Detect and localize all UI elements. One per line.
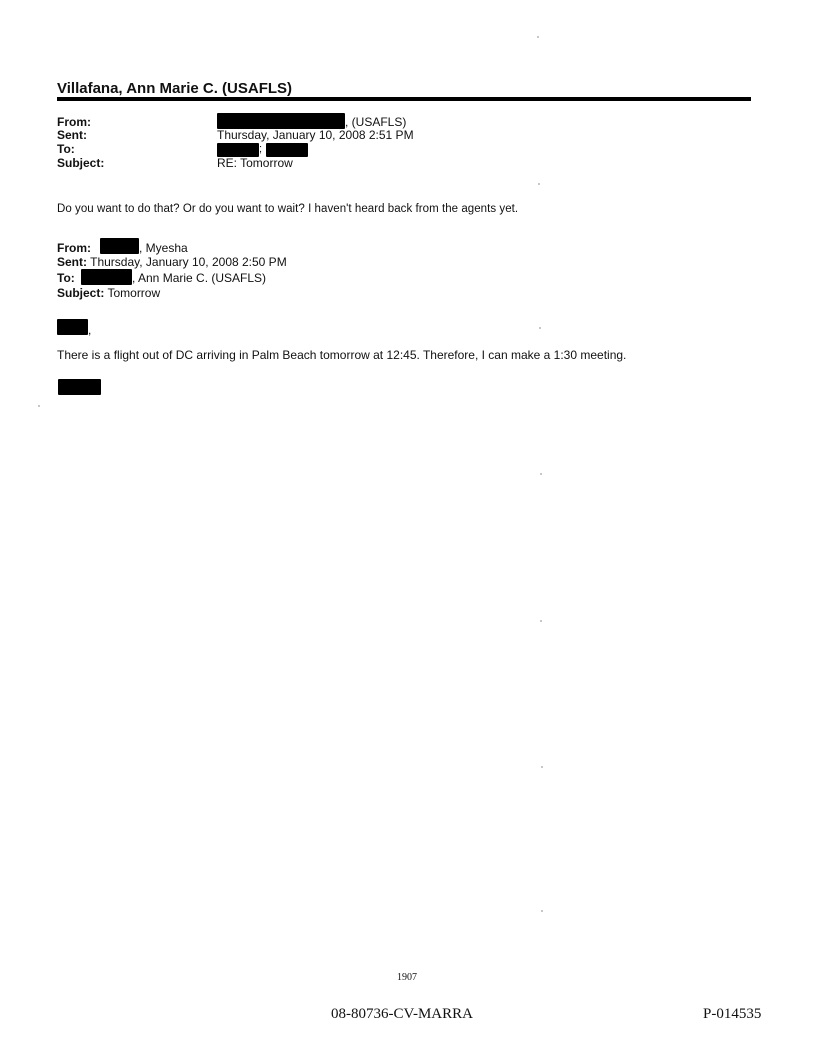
original-from-line — [57, 242, 91, 255]
scan-speck — [38, 405, 40, 407]
original-to-line — [57, 272, 75, 285]
original-from-suffix: , Myesha — [139, 241, 188, 255]
scan-speck — [540, 620, 542, 622]
sent-value: Thursday, January 10, 2008 2:51 PM — [217, 128, 414, 142]
scan-speck — [541, 766, 543, 768]
redaction-box — [81, 269, 132, 285]
original-sent-value: Thursday, January 10, 2008 2:50 PM — [90, 255, 287, 269]
redaction-box — [217, 143, 259, 157]
redaction-box — [217, 113, 345, 129]
reply-body-text: Do you want to do that? Or do you want to wait? I haven't heard back from the agents yet. — [57, 203, 519, 215]
subject-label: Subject: — [57, 156, 105, 170]
bates-number: P-014535 — [703, 1006, 762, 1022]
original-subject-line — [57, 287, 160, 300]
redaction-box — [100, 238, 139, 254]
scan-speck — [540, 473, 542, 475]
heading-divider — [57, 97, 751, 101]
scan-speck — [539, 327, 541, 329]
from-value-suffix: , (USAFLS) — [345, 115, 407, 129]
original-to-suffix: , Ann Marie C. (USAFLS) — [132, 271, 267, 285]
page-number: 1907 — [397, 972, 417, 983]
subject-value: RE: Tomorrow — [217, 156, 293, 170]
sent-label: Sent: — [57, 128, 87, 142]
original-body-text: There is a flight out of DC arriving in Palm Beach tomorrow at 12:45. Therefore, I can make a 1:30 meeting. — [57, 348, 627, 362]
from-label: From: — [57, 115, 91, 129]
original-subject-label: Subject: — [57, 286, 105, 300]
original-to-label: To: — [57, 271, 75, 285]
scan-speck — [537, 36, 539, 38]
scan-speck — [538, 183, 540, 185]
original-from-label: From: — [57, 241, 91, 255]
original-subject-value: Tomorrow — [107, 286, 161, 300]
redaction-box — [57, 319, 88, 335]
original-sent-label: Sent: — [57, 255, 87, 269]
to-separator: ; — [259, 143, 263, 155]
document-owner-heading: Villafana, Ann Marie C. (USAFLS) — [57, 80, 293, 97]
case-number: 08-80736-CV-MARRA — [331, 1006, 473, 1022]
greeting-punctuation: , — [88, 323, 92, 337]
to-label: To: — [57, 142, 75, 156]
redaction-box — [58, 379, 101, 395]
redaction-box — [266, 143, 308, 157]
scan-speck — [541, 910, 543, 912]
original-sent-line — [57, 256, 287, 269]
